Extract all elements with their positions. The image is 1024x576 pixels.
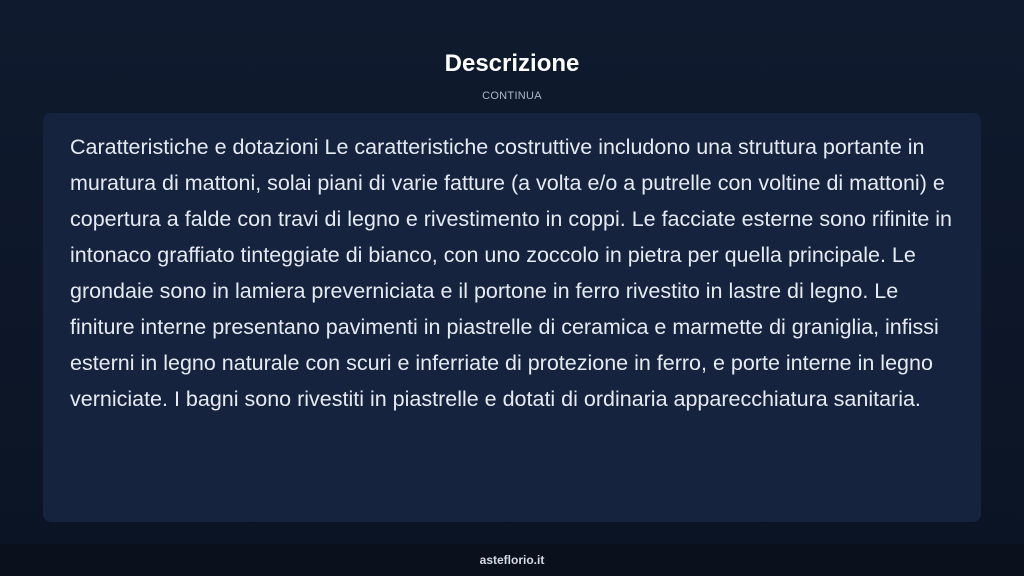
footer-brand[interactable]: asteflorio.it xyxy=(479,553,545,567)
page-title: Descrizione xyxy=(444,50,580,77)
description-text: Caratteristiche e dotazioni Le caratteristiche costruttive includono una struttura portante in muratura di mattoni, solai piani di varie fatture (a volta e/o a putrelle con voltine di mattoni) e copertura a falde con travi di legno e rivestimento in coppi. Le facciate esterne sono rifinite in intonaco graffiato tinteggiate di bianco, con uno zoccolo in pietra per quella principale. Le grondaie sono in lamiera preverniciata e il portone in ferro rivestito in lastre di legno. Le finiture interne presentano pavimenti in piastrelle di ceramica e marmette di graniglia, infissi esterni in legno naturale con scuri e inferriate di protezione in ferro, e porte interne in legno verniciate. I bagni sono rivestiti in piastrelle e dotati di ordinaria apparecchiatura sanitaria. xyxy=(70,135,952,411)
continue-link[interactable]: CONTINUA xyxy=(482,90,542,102)
description-card xyxy=(43,113,981,522)
footer xyxy=(0,544,1024,576)
